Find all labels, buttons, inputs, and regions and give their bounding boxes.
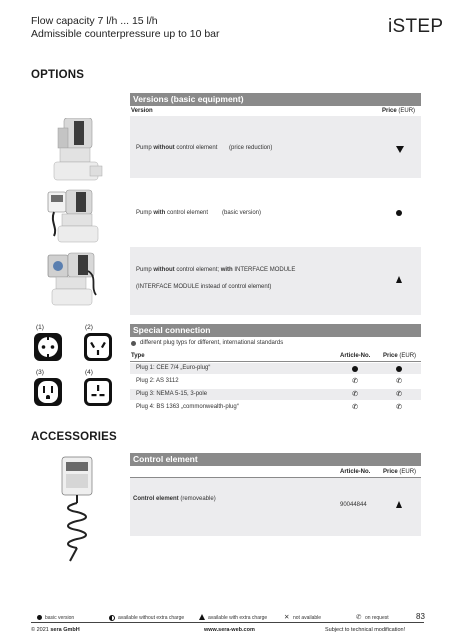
legend-phone-icon: ✆ <box>356 614 362 621</box>
price-reduction-triangle-icon <box>396 146 404 153</box>
pump-without-control-image <box>44 118 104 190</box>
accessories-heading: ACCESSORIES <box>31 431 117 443</box>
price-phone-icon: ✆ <box>396 404 402 411</box>
col-price: Price (EUR) <box>382 108 416 114</box>
nema-plug-icon <box>34 378 62 406</box>
legend-not-available: not available <box>293 615 322 621</box>
extra-charge-triangle-icon <box>396 501 402 508</box>
article-dot-icon <box>352 366 358 372</box>
basic-version-dot-icon <box>396 210 402 216</box>
price-phone-icon: ✆ <box>396 391 402 398</box>
version-row-1-label: Pump without control element <box>136 145 218 151</box>
versions-bar: Versions (basic equipment) <box>130 93 421 106</box>
col-price-accessory: Price (EUR) <box>383 469 417 475</box>
plug-row-3-label: Plug 3: NEMA 5-15, 3-pole <box>136 391 208 397</box>
col-version: Version <box>131 108 153 114</box>
legend-half-circle-icon <box>109 615 115 621</box>
plug-row-3 <box>130 389 421 400</box>
plug-row-4 <box>130 402 421 413</box>
col-type: Type <box>131 353 145 359</box>
article-phone-icon: ✆ <box>352 391 358 398</box>
version-row-3-line2: (INTERFACE MODULE instead of control element) <box>136 284 272 290</box>
as3112-plug-icon <box>84 333 112 361</box>
pump-with-control-image <box>40 188 102 246</box>
version-row-2-label: Pump with control element <box>136 210 209 216</box>
extra-charge-triangle-icon <box>396 276 402 283</box>
plug-label-1: (1) <box>36 324 44 331</box>
page-number: 83 <box>416 612 425 621</box>
plug-label-4: (4) <box>85 369 93 376</box>
price-dot-icon <box>396 366 402 372</box>
bullet-icon <box>131 341 136 346</box>
control-element-image <box>56 455 102 565</box>
footer-copyright: © 2021 sera GmbH <box>31 627 80 633</box>
version-row-2-note: (basic version) <box>222 210 262 216</box>
col-price-special: Price (EUR) <box>383 353 417 359</box>
legend-available-free: available without extra charge <box>118 615 185 621</box>
legend-dot-icon <box>37 615 42 620</box>
footer-notice: Subject to technical modification! <box>325 627 406 633</box>
legend-triangle-icon <box>199 614 205 620</box>
footer-website[interactable]: www.sera-web.com <box>204 627 255 633</box>
article-phone-icon: ✆ <box>352 404 358 411</box>
plug-label-3: (3) <box>36 369 44 376</box>
special-header-rule <box>130 361 421 362</box>
control-element-label: Control element (removeable) <box>133 496 216 502</box>
plug-row-2-label: Plug 2: AS 3112 <box>136 378 179 384</box>
control-element-bar: Control element <box>130 453 421 466</box>
legend-basic-version: basic version <box>45 615 75 621</box>
plug-row-2 <box>130 376 421 387</box>
col-article-accessory: Article-No. <box>340 469 371 475</box>
version-row-3 <box>130 247 421 315</box>
special-bullet-text: different plug typs for different, international standards <box>140 340 284 346</box>
col-article: Article-No. <box>340 353 371 359</box>
plug-row-1 <box>130 363 421 374</box>
version-row-2 <box>130 182 421 244</box>
footer-rule <box>31 622 424 623</box>
bs1363-plug-icon <box>84 378 112 406</box>
legend-x-icon: ✕ <box>284 614 290 621</box>
version-row-3-label: Pump without control element; with INTERFACE MODULE <box>136 267 296 273</box>
euro-plug-icon <box>34 333 62 361</box>
brand-title: iSTEP <box>388 16 444 37</box>
legend-on-request: on request <box>365 615 389 621</box>
control-element-article: 90044844 <box>340 502 367 508</box>
article-phone-icon: ✆ <box>352 378 358 385</box>
price-phone-icon: ✆ <box>396 378 402 385</box>
legend-available-extra: available with extra charge <box>208 615 268 621</box>
version-row-1-note: (price reduction) <box>229 145 273 151</box>
header-flow-capacity: Flow capacity 7 l/h ... 15 l/h <box>31 15 158 27</box>
plug-row-1-label: Plug 1: CEE 7/4 „Euro-plug“ <box>136 365 211 371</box>
plug-label-2: (2) <box>85 324 93 331</box>
special-connection-bar: Special connection <box>130 324 421 337</box>
control-element-row <box>130 478 421 536</box>
version-row-1 <box>130 116 421 178</box>
pump-interface-module-image <box>44 251 102 309</box>
header-counterpressure: Admissible counterpressure up to 10 bar <box>31 28 220 40</box>
options-heading: OPTIONS <box>31 69 85 81</box>
plug-row-4-label: Plug 4: BS 1363 „commonwealth-plug“ <box>136 404 239 410</box>
